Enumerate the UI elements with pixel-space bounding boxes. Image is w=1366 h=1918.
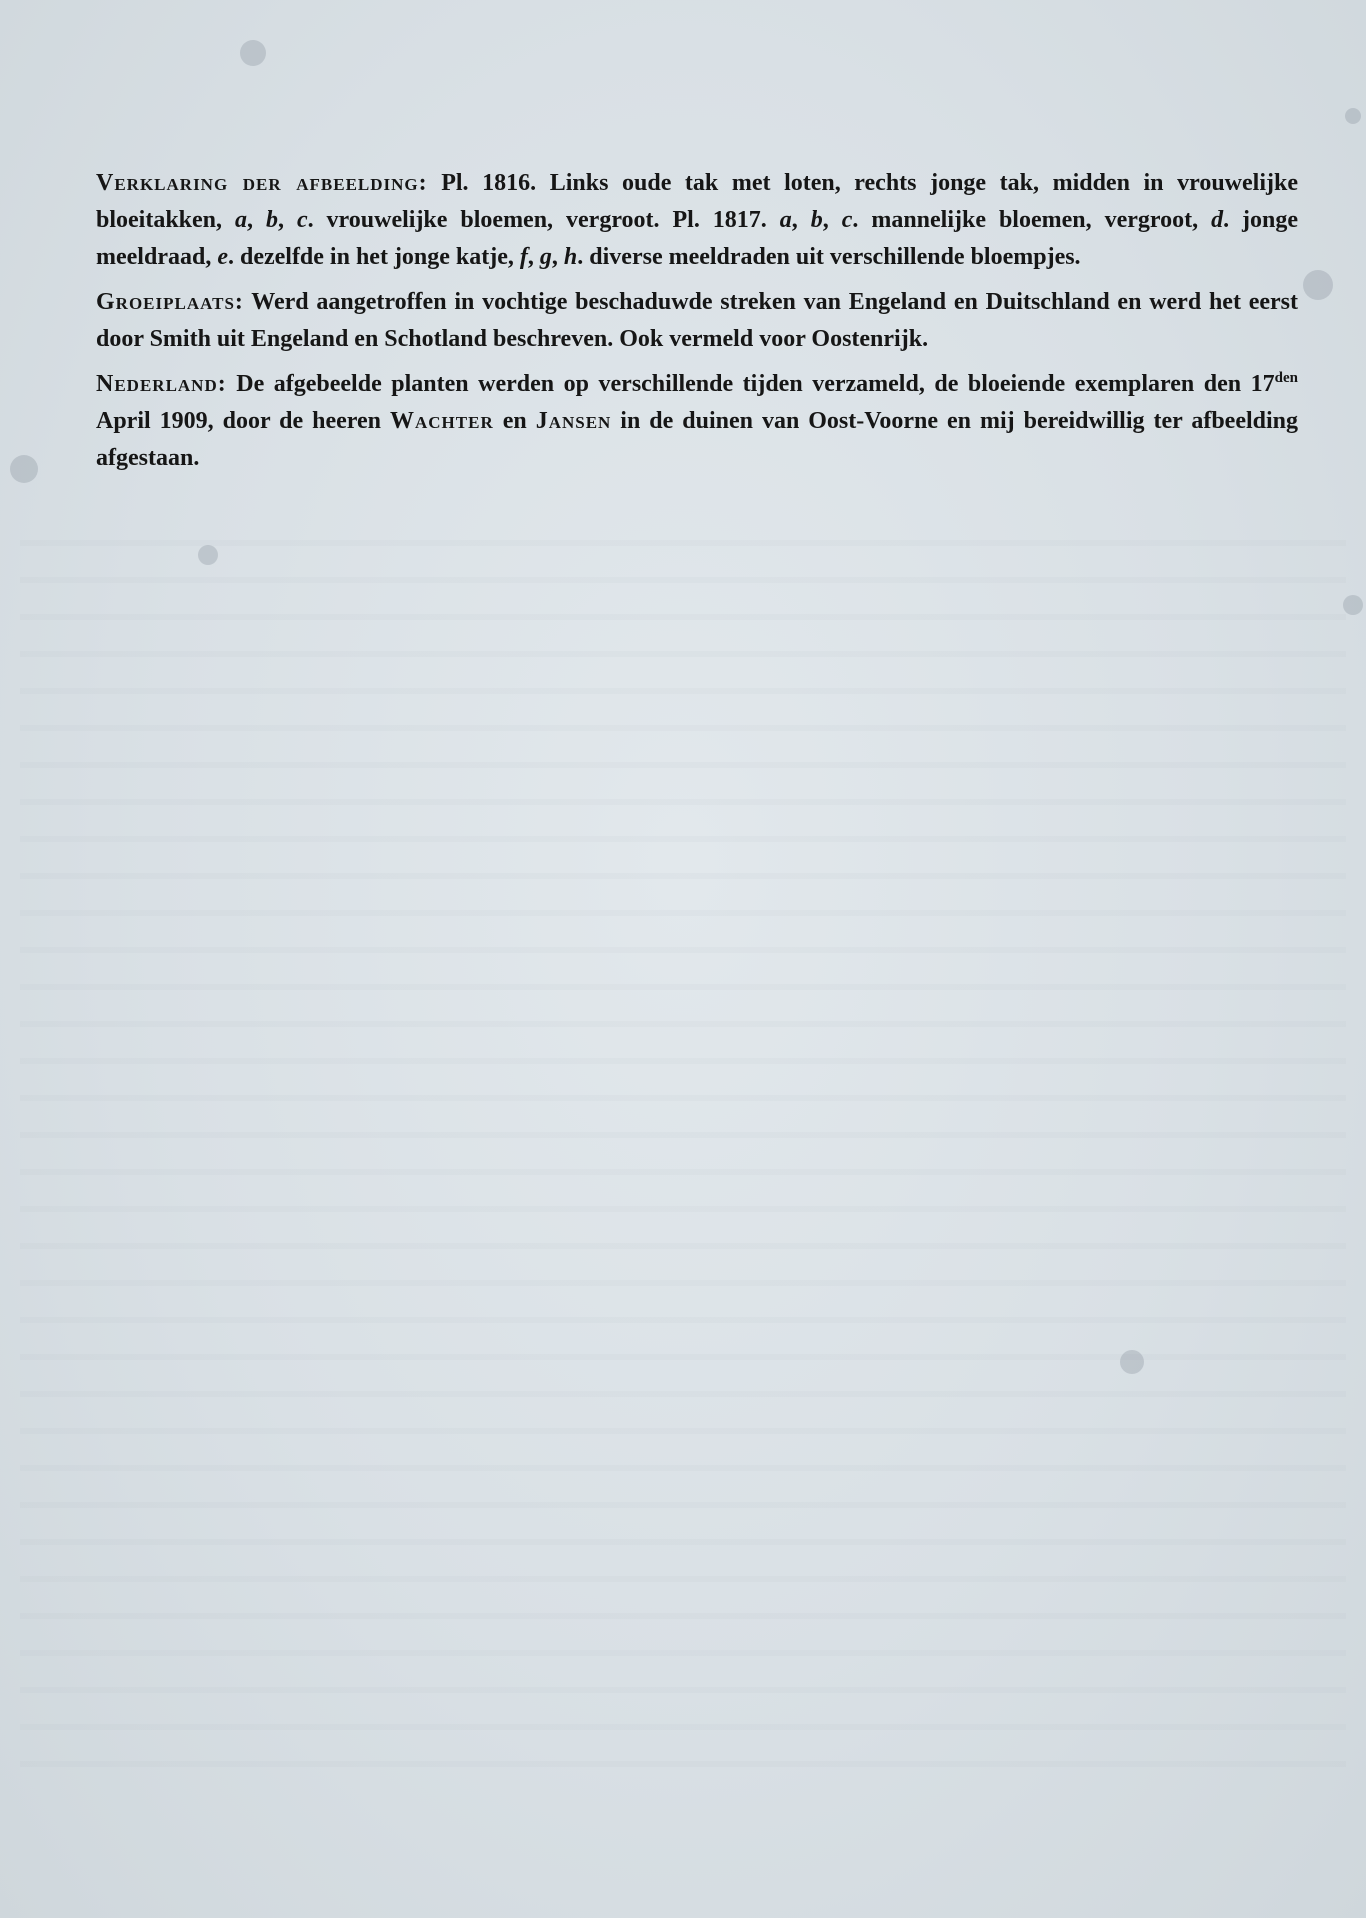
paragraph-label: Nederland: — [96, 371, 227, 397]
paragraph-nederland — [96, 366, 1298, 477]
text-segment: , — [247, 207, 266, 233]
text-segment: d — [1211, 207, 1224, 233]
paper-speck — [10, 455, 38, 483]
text-segment: Jansen — [535, 408, 612, 434]
paragraph-label: Groeiplaats: — [96, 289, 244, 315]
paper-speck — [1303, 270, 1333, 300]
paper-speck — [1120, 1350, 1144, 1374]
text-segment: a — [235, 207, 247, 233]
text-segment: De afgebeelde planten werden op verschillende tijden verzameld, de bloeiende exemplaren den 17 — [226, 371, 1275, 397]
text-segment: . vrouwelijke bloemen, vergroot. Pl. 1817. — [307, 207, 780, 233]
text-segment: . dezelfde in het jonge katje, — [227, 244, 520, 270]
text-segment: h — [563, 244, 578, 270]
text-segment: . diverse meeldraden uit verschillende bloempjes. — [577, 244, 1081, 270]
text-segment: April 1909, door de heeren — [96, 408, 390, 434]
paragraph-groeiplaats — [96, 284, 1298, 358]
text-segment: g — [539, 244, 552, 270]
paper-speck — [240, 40, 266, 66]
text-segment: c — [841, 207, 853, 233]
text-segment: . mannelijke bloemen, vergroot, — [852, 207, 1212, 233]
text-block — [96, 165, 1298, 485]
text-segment: , — [527, 244, 540, 270]
text-segment: b — [810, 207, 823, 233]
paper-speck — [1345, 108, 1361, 124]
paper-speck — [198, 545, 218, 565]
text-segment: f — [519, 244, 528, 270]
paper-speck — [1343, 595, 1363, 615]
text-segment: , — [822, 207, 842, 233]
text-segment: , — [551, 244, 564, 270]
text-segment: in de duinen van Oost-Voorne en mij bereidwillig ter afbeelding afgestaan. — [96, 408, 1299, 471]
text-segment: b — [265, 207, 278, 233]
text-segment: , — [791, 207, 811, 233]
text-segment: . jonge meeldraad, — [96, 207, 1299, 270]
text-segment: c — [296, 207, 308, 233]
text-segment: den — [1274, 370, 1298, 386]
text-segment: Werd aangetroffen in vochtige beschaduwde streken van Engeland en Duitschland en werd het eerst door Smith uit Engeland en Schotland beschreven. Ook vermeld voor Oostenrijk. — [96, 289, 1298, 352]
text-segment: Wachter — [390, 408, 494, 434]
text-segment: Pl. 1816. Links oude tak met loten, rechts jonge tak, midden in vrouwelijke bloeitakken, — [96, 170, 1298, 233]
paragraph-label: Verklaring der afbeelding: — [96, 170, 428, 196]
text-segment: , — [277, 207, 297, 233]
text-segment: e — [217, 244, 228, 270]
paragraph-verklaring — [96, 165, 1298, 276]
text-segment: en — [493, 408, 536, 434]
text-segment: a — [779, 207, 792, 233]
show-through-text — [20, 540, 1346, 1790]
